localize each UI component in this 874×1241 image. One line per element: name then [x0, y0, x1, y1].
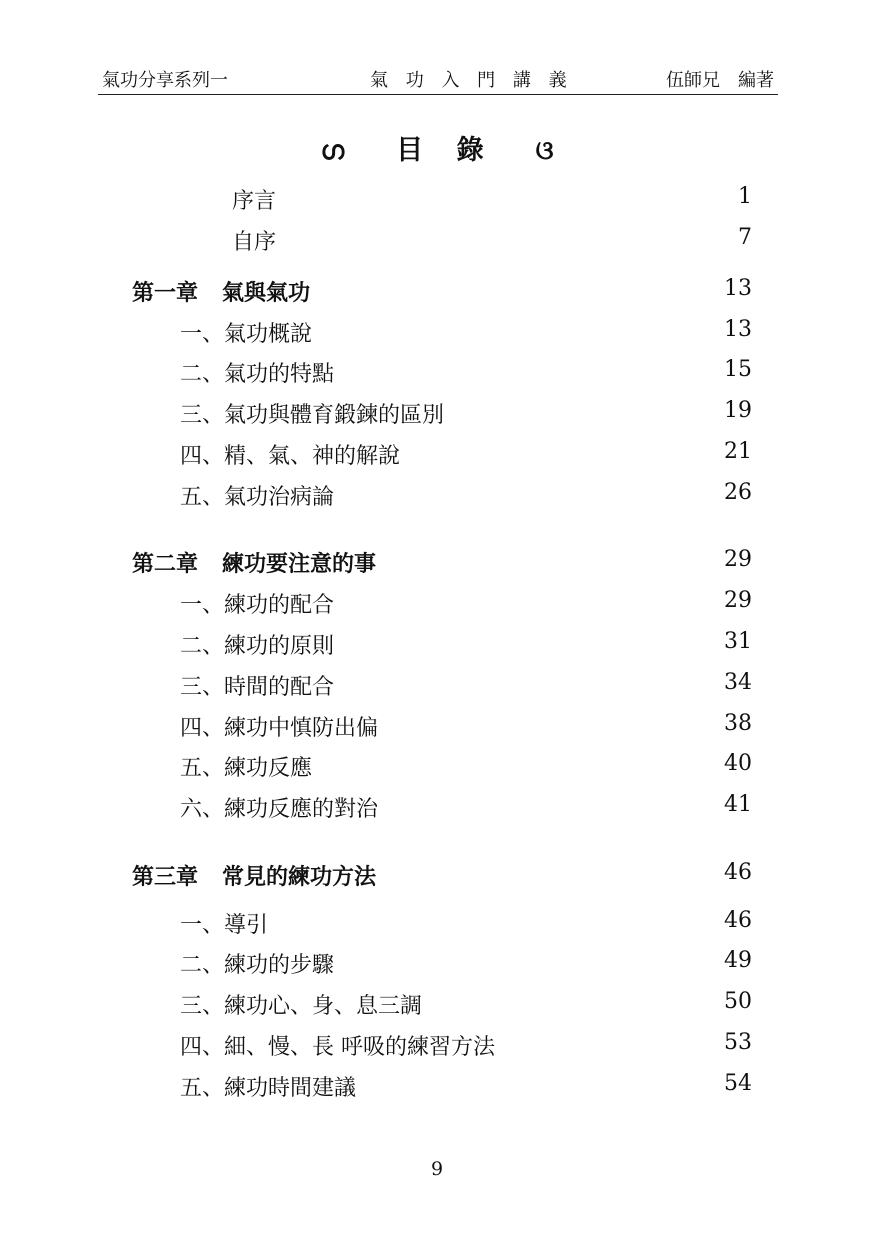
entry-label: 自序 — [232, 230, 277, 255]
toc-section — [0, 908, 874, 940]
section-page: 29 — [724, 588, 752, 613]
section-label: 三、氣功與體育鍛鍊的區別 — [180, 403, 445, 428]
toc-section — [0, 480, 874, 512]
chapter-page: 46 — [724, 860, 752, 885]
book-title: 氣 功 入 門 講 義 — [370, 70, 573, 91]
section-label: 五、練功反應 — [180, 756, 313, 781]
toc-title-text: 目 錄 — [396, 135, 496, 166]
author-credit: 伍師兄 編著 — [666, 70, 774, 91]
section-label: 四、細、慢、長 呼吸的練習方法 — [180, 1035, 495, 1060]
section-page: 34 — [724, 670, 752, 695]
section-label: 六、練功反應的對治 — [180, 797, 379, 822]
section-page: 31 — [724, 629, 752, 654]
chapter-number: 第一章 — [132, 280, 199, 306]
toc-section — [0, 588, 874, 620]
section-page: 38 — [724, 711, 752, 736]
chapter-title: 練功要注意的事 — [222, 551, 377, 577]
toc-entry-author-preface — [0, 225, 874, 257]
chapter-heading — [132, 860, 376, 891]
section-label: 四、練功中慎防出偏 — [180, 716, 379, 741]
toc-entry-preface — [0, 184, 874, 216]
section-page: 49 — [724, 948, 752, 973]
section-label: 三、時間的配合 — [180, 675, 335, 700]
toc-title — [0, 128, 874, 167]
chapter-heading — [132, 276, 310, 307]
toc-section — [0, 670, 874, 702]
section-label: 一、氣功概說 — [180, 322, 313, 347]
section-page: 15 — [724, 357, 752, 382]
section-page: 19 — [724, 398, 752, 423]
section-page: 46 — [724, 908, 752, 933]
section-page: 53 — [724, 1030, 752, 1055]
toc-section — [0, 398, 874, 430]
toc-section — [0, 1030, 874, 1062]
right-ornament-icon: ଓ — [535, 136, 554, 166]
entry-page: 7 — [738, 225, 752, 250]
section-page: 13 — [724, 317, 752, 342]
page-number: 9 — [430, 1158, 444, 1180]
toc-section — [0, 357, 874, 389]
section-label: 二、練功的步驟 — [180, 953, 335, 978]
section-page: 40 — [724, 751, 752, 776]
entry-page: 1 — [738, 184, 752, 209]
section-label: 一、導引 — [180, 913, 269, 938]
section-page: 54 — [724, 1071, 752, 1096]
section-page: 41 — [724, 792, 752, 817]
toc-chapter-1 — [0, 276, 874, 308]
section-label: 三、練功心、身、息三調 — [180, 994, 423, 1019]
section-label: 五、練功時間建議 — [180, 1076, 357, 1101]
chapter-title: 氣與氣功 — [222, 280, 311, 306]
chapter-number: 第三章 — [132, 864, 199, 890]
toc-section — [0, 439, 874, 471]
toc-chapter-3 — [0, 860, 874, 892]
left-ornament-icon: ഗ — [320, 136, 345, 166]
chapter-page: 29 — [724, 547, 752, 572]
toc-section — [0, 989, 874, 1021]
section-label: 四、精、氣、神的解說 — [180, 444, 401, 469]
entry-label: 序言 — [232, 189, 277, 214]
running-header — [98, 64, 778, 95]
toc-section — [0, 948, 874, 980]
toc-section — [0, 711, 874, 743]
section-label: 二、練功的原則 — [180, 634, 335, 659]
toc-chapter-2 — [0, 547, 874, 579]
toc-section — [0, 792, 874, 824]
section-label: 二、氣功的特點 — [180, 362, 335, 387]
toc-section — [0, 317, 874, 349]
chapter-page: 13 — [724, 276, 752, 301]
chapter-title: 常見的練功方法 — [222, 864, 377, 890]
chapter-heading — [132, 547, 376, 578]
toc-section — [0, 1071, 874, 1103]
section-label: 一、練功的配合 — [180, 593, 335, 618]
section-page: 21 — [724, 439, 752, 464]
toc-section — [0, 751, 874, 783]
chapter-number: 第二章 — [132, 551, 199, 577]
toc-section — [0, 629, 874, 661]
section-page: 26 — [724, 480, 752, 505]
section-label: 五、氣功治病論 — [180, 485, 335, 510]
series-name: 氣功分享系列一 — [102, 70, 228, 91]
section-page: 50 — [724, 989, 752, 1014]
